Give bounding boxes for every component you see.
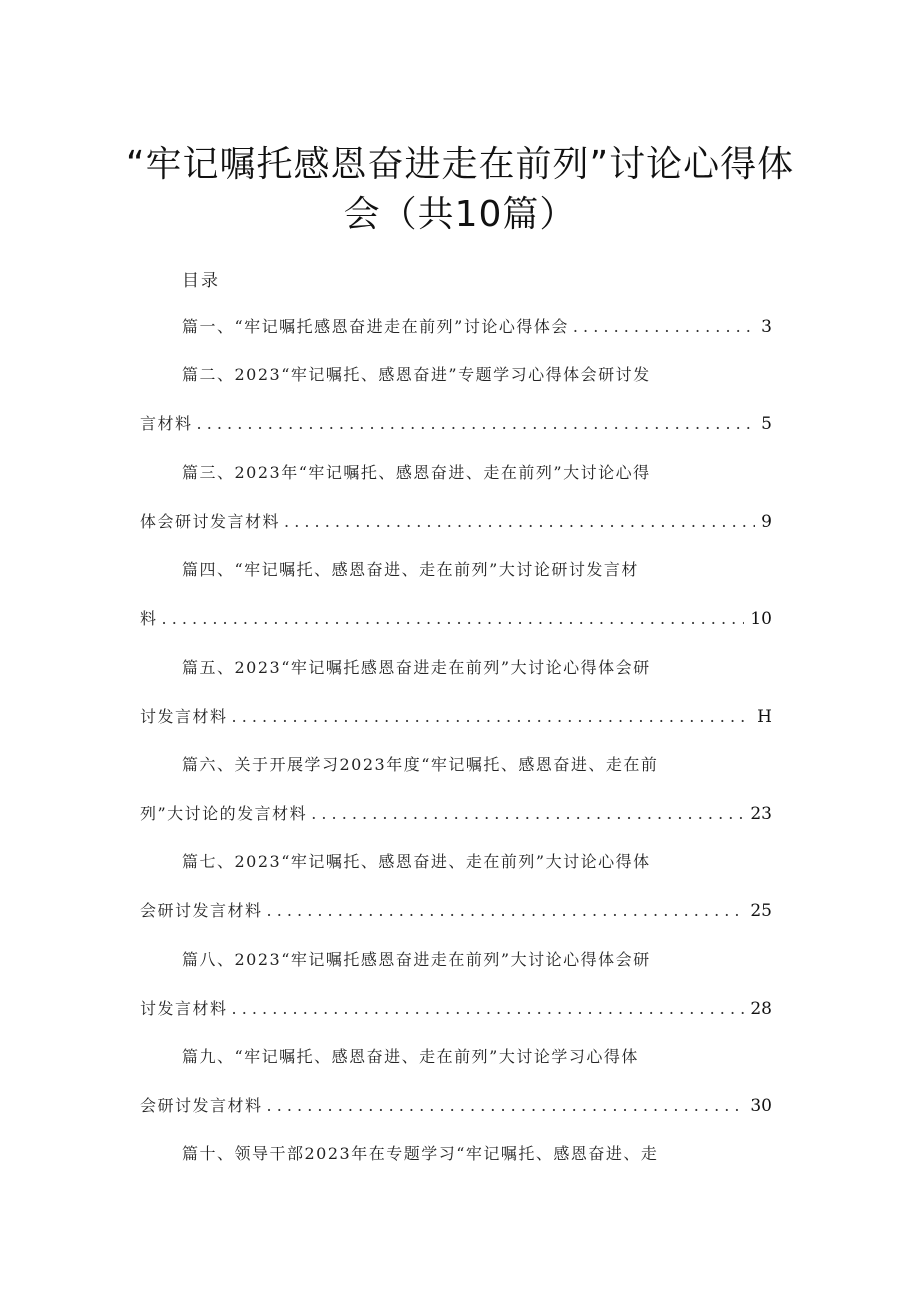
toc-entry-1-text: 篇一、“牢记嘱托感恩奋进走在前列”讨论心得体会 bbox=[182, 317, 569, 336]
toc-leader bbox=[284, 511, 755, 533]
toc-entry-2-text: 言材料 bbox=[140, 414, 193, 433]
toc-leader bbox=[232, 706, 752, 728]
toc-entry-6-text: 列”大讨论的发言材料 bbox=[140, 804, 308, 823]
toc-leader bbox=[197, 413, 756, 435]
document-title-line-2: 会（共10篇） bbox=[343, 194, 577, 235]
toc-entry-9-line-1[interactable]: 篇九、“牢记嘱托、感恩奋进、走在前列”大讨论学习心得体 bbox=[182, 1047, 639, 1066]
toc-leader bbox=[162, 608, 745, 630]
toc-entry-8-line-1[interactable]: 篇八、2023“牢记嘱托感恩奋进走在前列”大讨论心得体会研 bbox=[182, 950, 651, 969]
toc-entry-5-page: H bbox=[757, 707, 772, 727]
toc-entry-3-line-2[interactable] bbox=[140, 511, 772, 533]
toc-entry-9-text: 会研讨发言材料 bbox=[140, 1096, 263, 1115]
toc-entry-7-text: 会研讨发言材料 bbox=[140, 901, 263, 920]
toc-entry-4-page: 10 bbox=[750, 609, 772, 629]
toc-leader bbox=[267, 1095, 745, 1117]
toc-entry-5-text: 讨发言材料 bbox=[140, 707, 228, 726]
toc-entry-7-line-1[interactable]: 篇七、2023“牢记嘱托、感恩奋进、走在前列”大讨论心得体 bbox=[182, 852, 651, 871]
toc-entry-4-line-1[interactable]: 篇四、“牢记嘱托、感恩奋进、走在前列”大讨论研讨发言材 bbox=[182, 560, 639, 579]
toc-leader bbox=[232, 998, 745, 1020]
toc-entry-4-line-2[interactable] bbox=[140, 608, 772, 630]
toc-entry-6-page: 23 bbox=[750, 804, 772, 824]
toc-entry-10-line-1[interactable]: 篇十、领导干部2023年在专题学习“牢记嘱托、感恩奋进、走 bbox=[182, 1144, 659, 1163]
toc-entry-2-line-2[interactable] bbox=[140, 413, 772, 435]
toc-leader bbox=[573, 316, 755, 338]
toc-entry-3-text: 体会研讨发言材料 bbox=[140, 512, 281, 531]
toc-entry-6-line-1[interactable]: 篇六、关于开展学习2023年度“牢记嘱托、感恩奋进、走在前 bbox=[182, 755, 659, 774]
toc-entry-7-line-2[interactable] bbox=[140, 900, 772, 922]
toc-entry-4-text: 料 bbox=[140, 609, 158, 628]
toc-entry-3-line-1[interactable]: 篇三、2023年“牢记嘱托、感恩奋进、走在前列”大讨论心得 bbox=[182, 463, 651, 482]
toc-entry-2-page: 5 bbox=[761, 414, 772, 434]
toc-entry-9-line-2[interactable] bbox=[140, 1095, 772, 1117]
toc-entry-5-line-1[interactable]: 篇五、2023“牢记嘱托感恩奋进走在前列”大讨论心得体会研 bbox=[182, 658, 651, 677]
toc-entry-5-line-2[interactable] bbox=[140, 706, 772, 728]
toc-heading: 目录 bbox=[182, 271, 220, 291]
toc-leader bbox=[311, 803, 744, 825]
toc-entry-9-page: 30 bbox=[750, 1096, 772, 1116]
toc-entry-8-page: 28 bbox=[750, 999, 772, 1019]
toc-leader bbox=[267, 900, 745, 922]
toc-entry-6-line-2[interactable] bbox=[140, 803, 772, 825]
toc-entry-8-line-2[interactable] bbox=[140, 998, 772, 1020]
toc-entry-7-page: 25 bbox=[750, 901, 772, 921]
toc-entry-2-line-1[interactable]: 篇二、2023“牢记嘱托、感恩奋进”专题学习心得体会研讨发 bbox=[182, 365, 651, 384]
toc-entry-8-text: 讨发言材料 bbox=[140, 999, 228, 1018]
toc-entry-1-page: 3 bbox=[761, 317, 772, 337]
toc-entry-1[interactable] bbox=[182, 316, 772, 338]
toc-entry-3-page: 9 bbox=[761, 512, 772, 532]
document-title-line-1: “牢记嘱托感恩奋进走在前列”讨论心得体 bbox=[125, 144, 795, 185]
